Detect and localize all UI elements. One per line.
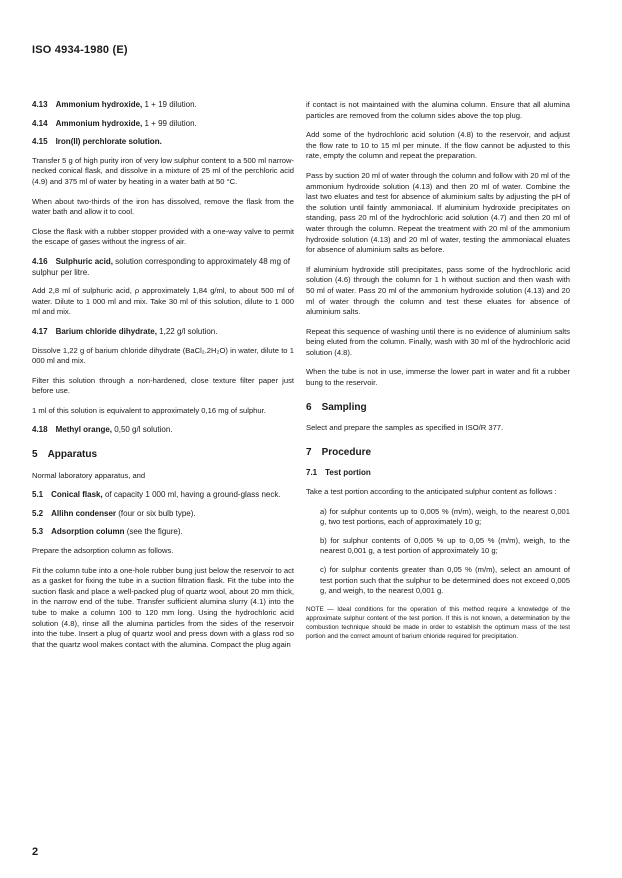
paragraph: Normal laboratory apparatus, and <box>32 470 146 480</box>
clause-5-1 <box>32 490 294 501</box>
clause-title: Methyl orange, <box>55 425 113 435</box>
paragraph: Add some of the hydrochloric acid solution (4.8) to the reservoir, and adjust the flow rate to 10 to 15 ml per minute. If the flow cannot be adjusted to this rate, empty the column and repeat the preparation. <box>306 130 570 161</box>
clause-rest: (four or six bulb type). <box>118 508 196 518</box>
clause-number: 4.17 <box>32 326 48 336</box>
clause-rest: solution corresponding to approximately 48 mg of sulphur per litre. <box>32 256 290 277</box>
clause-number: 4.15 <box>32 137 48 147</box>
paragraph: If aluminium hydroxide still precipitates, pass some of the hydrochloric acid solution (4.6) through the column for 1 h without suction and then wash with 50 ml of water. Pass 20 ml of the ammonium hydroxide solution (4.13) and 20 ml of water through the column and test these eluates for absence of aluminium salts. <box>306 264 570 317</box>
clause-number: 5.3 <box>32 527 44 537</box>
paragraph: Dissolve 1,22 g of barium chloride dihydrate (BaCl₂.2H₂O) in water, dilute to 1 000 ml and mix. <box>32 345 294 366</box>
paragraph: Pass by suction 20 ml of water through the column and follow with 20 ml of the ammonium hydroxide solution (4.13) and then 20 ml of water. Combine the last two eluates and test for absence of aluminium salts by adjusting the pH of the solution until faintly ammoniacal. If aluminium hydroxide precipitates on standing, pass 20 ml of the hydrochloric acid solution (4.7) and then 20 ml of water through the column. Repeat the treatment with 20 ml of the ammonium hydroxide solution (4.13) and 20 ml of water, testing the ammoniacal eluates for absence of aluminium salts as before. <box>306 170 570 255</box>
paragraph: 1 ml of this solution is equivalent to approximately 0,16 mg of sulphur. <box>32 405 266 415</box>
section-5-heading <box>32 450 294 461</box>
paragraph: Prepare the adsorption column as follows. <box>32 546 174 556</box>
paragraph: Filter this solution through a non-hardened, close texture filter paper just before use. <box>32 375 294 396</box>
section-title: Procedure <box>321 446 372 458</box>
list-item: b) for sulphur contents of 0,005 % up to 0,05 % (m/m), weigh, to the nearest 0,001 g, a test portion of approximately 10 g; <box>320 535 570 556</box>
section-number: 5 <box>32 449 38 461</box>
clause-title: Allihn condenser <box>51 508 117 518</box>
left-column <box>32 100 294 650</box>
clause-title: Ammonium hydroxide, <box>55 100 143 109</box>
clause-rest: 0,50 g/l solution. <box>114 425 173 435</box>
clause-7-1 <box>306 468 570 479</box>
clause-4-14 <box>32 119 294 130</box>
clause-rest: 1 + 19 dilution. <box>144 100 197 109</box>
list-item: c) for sulphur contents greater than 0,05 % (m/m), select an amount of test portion such that the sulphur to be determined does not exceed 0,005 g, and weigh, to the nearest 0,001 g. <box>320 565 570 596</box>
clause-4-18 <box>32 425 294 436</box>
clause-number: 4.14 <box>32 118 48 128</box>
section-title: Sampling <box>321 401 367 413</box>
clause-rest: of capacity 1 000 ml, having a ground-glass neck. <box>104 490 281 500</box>
clause-5-3 <box>32 527 294 538</box>
clause-rest: 1 + 99 dilution. <box>144 118 197 128</box>
section-title: Apparatus <box>47 449 98 461</box>
paragraph: Select and prepare the samples as specified in ISO/R 377. <box>306 423 504 433</box>
paragraph: Repeat this sequence of washing until there is no evidence of aluminium salts being eluted from the column. Finally, wash with 30 ml of the hydrochloric acid solution (4.8). <box>306 326 570 357</box>
page-number: 2 <box>32 846 39 858</box>
section-number: 7 <box>306 446 312 458</box>
paragraph: if contact is not maintained with the alumina column. Ensure that all alumina particles are removed from the column sides above the top plug. <box>306 100 570 120</box>
clause-4-13 <box>32 100 294 111</box>
document-header: ISO 4934-1980 (E) <box>32 44 128 56</box>
clause-number: 4.13 <box>32 100 48 109</box>
clause-4-17 <box>32 327 294 338</box>
clause-number: 7.1 <box>306 468 318 478</box>
paragraph: Close the flask with a rubber stopper provided with a one-way valve to permit the escape of gases without the ingress of air. <box>32 226 294 247</box>
clause-number: 5.1 <box>32 490 44 500</box>
clause-number: 5.2 <box>32 508 44 518</box>
section-7-heading <box>306 448 570 459</box>
clause-number: 4.18 <box>32 425 48 435</box>
clause-title: Barium chloride dihydrate, <box>55 326 157 336</box>
clause-title: Adsorption column <box>51 527 125 537</box>
clause-title: Iron(II) perchlorate solution. <box>55 137 162 147</box>
clause-title: Sulphuric acid, <box>55 256 113 266</box>
list-item: a) for sulphur contents up to 0,005 % (m/m), weigh, to the nearest 0,001 g, two test portions, each of approximately 10 g; <box>320 506 570 527</box>
clause-title: Test portion <box>325 468 371 478</box>
clause-4-15 <box>32 137 294 148</box>
clause-title: Ammonium hydroxide, <box>55 118 143 128</box>
paragraph: When about two-thirds of the iron has dissolved, remove the flask from the water bath and allow it to cool. <box>32 196 294 217</box>
clause-number: 4.16 <box>32 256 48 266</box>
paragraph: Take a test portion according to the anticipated sulphur content as follows : <box>306 487 557 497</box>
clause-rest: (see the figure). <box>126 527 183 537</box>
section-number: 6 <box>306 401 312 413</box>
paragraph: When the tube is not in use, immerse the lower part in water and fit a rubber bung to the reservoir. <box>306 367 570 388</box>
clause-5-2 <box>32 509 294 520</box>
right-column <box>306 100 570 641</box>
clause-title: Conical flask, <box>51 490 103 500</box>
clause-rest: 1,22 g/l solution. <box>159 326 218 336</box>
section-6-heading <box>306 403 570 414</box>
note: NOTE — Ideal conditions for the operation of this method require a knowledge of the approximate sulphur content of the test portion. If this is not known, a determination by the combustion technique should be made in order to establish the optimum mass of the test portion and the correct amount of barium chloride required for precipitation. <box>306 605 570 640</box>
paragraph: Add 2,8 ml of sulphuric acid, ρ approximately 1,84 g/ml, to about 500 ml of water. Dilute to 1 000 ml and mix. Take 30 ml of this solution, dilute to 1 000 ml and mix. <box>32 286 294 317</box>
paragraph: Transfer 5 g of high purity iron of very low sulphur content to a 500 ml narrow-necked conical flask, and dissolve in a mixture of 25 ml of the perchloric acid (4.9) and 375 ml of water by heating in a water bath at 50 °C. <box>32 155 294 186</box>
clause-4-16 <box>32 257 294 278</box>
paragraph: Fit the column tube into a one-hole rubber bung just below the reservoir to act as a gasket for fixing the tube in a suction filtration flask. Fit the tube into the suction flask and place a well-packed plug of quartz wool, about 20 mm thick, in the narrow end of the tube. Transfer sufficient alumina slurry (4.1) into the tube to make a column 100 to 120 mm long. Using the hydrochloric acid solution (4.8), rinse all the alumina particles from the sides of the reservoir into the tube. Insert a plug of quartz wool and press down with a glass rod so that the quartz wool makes contact with the alumina. Compact the plug again <box>32 565 294 649</box>
